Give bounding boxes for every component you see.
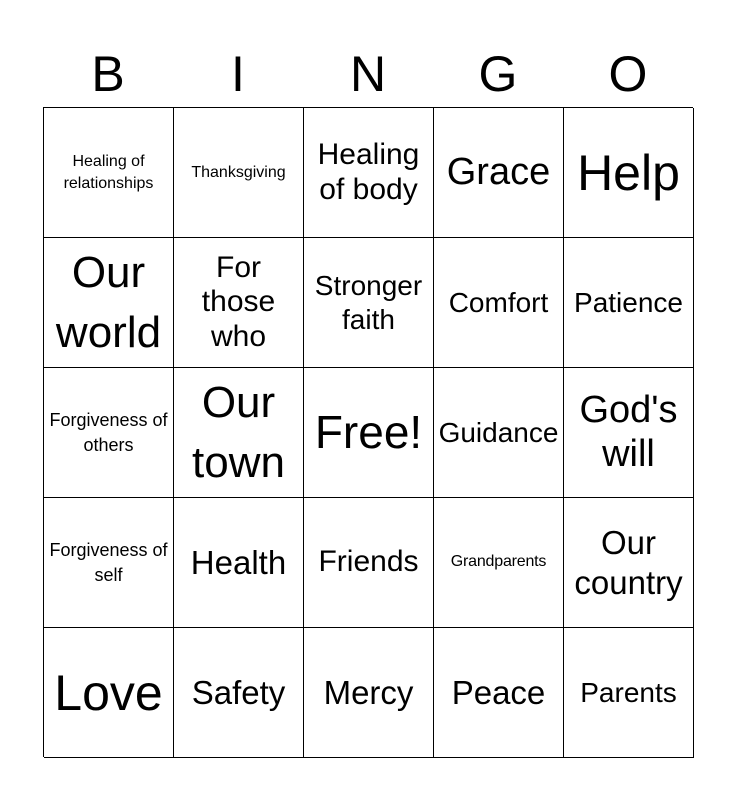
- cell-text: Love: [54, 664, 163, 721]
- bingo-cell[interactable]: [434, 628, 564, 758]
- bingo-cell[interactable]: [44, 498, 174, 628]
- bingo-free-space[interactable]: [304, 368, 434, 498]
- bingo-cell[interactable]: [564, 108, 694, 238]
- bingo-cell[interactable]: [44, 368, 174, 498]
- cell-text: Friends: [318, 545, 419, 579]
- header-letter-b: B: [91, 46, 125, 102]
- bingo-cell[interactable]: [44, 238, 174, 368]
- cell-text: For those who: [201, 250, 276, 353]
- bingo-cell[interactable]: [304, 108, 434, 238]
- cell-text: Our town: [192, 378, 285, 487]
- cell-text: Health: [190, 543, 287, 581]
- cell-text: Forgiveness of others: [49, 410, 168, 455]
- bingo-cell[interactable]: [44, 108, 174, 238]
- bingo-cell[interactable]: [434, 108, 564, 238]
- cell-text: Grace: [446, 150, 551, 193]
- cell-text: Peace: [451, 673, 546, 711]
- cell-text: Forgiveness of self: [49, 540, 168, 585]
- bingo-cell[interactable]: [434, 238, 564, 368]
- bingo-cell[interactable]: [304, 238, 434, 368]
- bingo-cell[interactable]: [174, 368, 304, 498]
- cell-text: Grandparents: [450, 553, 547, 571]
- header-letter-i: I: [231, 46, 245, 102]
- cell-text: Our country: [574, 523, 683, 601]
- header-letter-g: G: [478, 46, 518, 102]
- header-letter-o: O: [608, 46, 648, 102]
- cell-text: Help: [577, 144, 680, 201]
- bingo-cell[interactable]: [564, 628, 694, 758]
- bingo-cell[interactable]: [174, 108, 304, 238]
- cell-text: Healing of relationships: [63, 152, 154, 192]
- header-letter-n: N: [349, 46, 387, 102]
- cell-text: Free!: [314, 405, 423, 458]
- cell-text: Comfort: [448, 286, 549, 318]
- cell-text: Our world: [55, 248, 162, 357]
- cell-text: Patience: [574, 286, 683, 318]
- bingo-header: [43, 40, 693, 108]
- cell-text: Stronger faith: [314, 269, 423, 335]
- cell-text: Guidance: [438, 416, 559, 448]
- bingo-board: [43, 107, 693, 757]
- bingo-cell[interactable]: [434, 368, 564, 498]
- bingo-cell[interactable]: [564, 238, 694, 368]
- bingo-cell[interactable]: [304, 628, 434, 758]
- bingo-cell[interactable]: [564, 498, 694, 628]
- cell-text: Safety: [191, 673, 286, 711]
- bingo-cell[interactable]: [174, 238, 304, 368]
- bingo-cell[interactable]: [44, 628, 174, 758]
- cell-text: Healing of body: [317, 138, 420, 206]
- bingo-cell[interactable]: [304, 498, 434, 628]
- cell-text: Thanksgiving: [191, 163, 286, 181]
- cell-text: Parents: [580, 676, 677, 708]
- bingo-cell[interactable]: [434, 498, 564, 628]
- bingo-cell[interactable]: [174, 628, 304, 758]
- bingo-cell[interactable]: [564, 368, 694, 498]
- bingo-cell[interactable]: [174, 498, 304, 628]
- cell-text: God's will: [579, 388, 678, 475]
- cell-text: Mercy: [323, 673, 414, 711]
